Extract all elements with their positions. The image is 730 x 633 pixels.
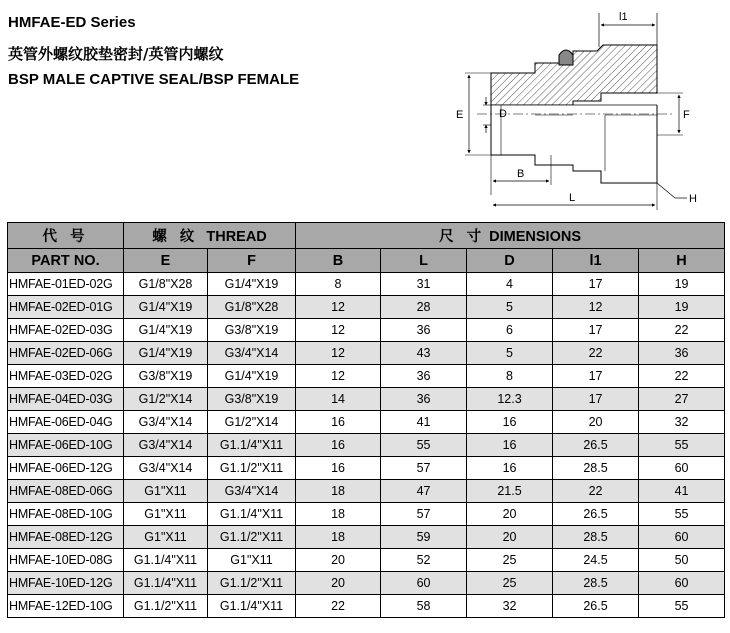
cell-dim-l1: 12 — [553, 296, 639, 319]
cell-thread-e: G3/8"X19 — [124, 365, 208, 388]
cell-part-no: HMFAE-06ED-12G — [8, 457, 124, 480]
cell-dim-b: 16 — [296, 457, 381, 480]
label-l1: l1 — [619, 11, 628, 23]
cell-dim-l: 60 — [381, 572, 467, 595]
cell-dim-d: 16 — [467, 411, 553, 434]
table-body — [8, 273, 725, 618]
cell-dim-l1: 28.5 — [553, 457, 639, 480]
cell-dim-h: 55 — [639, 503, 725, 526]
header-part-no: PART NO. — [8, 249, 124, 273]
cell-part-no: HMFAE-02ED-03G — [8, 319, 124, 342]
cell-dim-h: 32 — [639, 411, 725, 434]
cell-dim-d: 16 — [467, 434, 553, 457]
cell-dim-h: 41 — [639, 480, 725, 503]
cell-dim-d: 25 — [467, 549, 553, 572]
cell-thread-e: G1"X11 — [124, 526, 208, 549]
cell-dim-l: 59 — [381, 526, 467, 549]
cell-dim-b: 22 — [296, 595, 381, 618]
english-product-title: BSP MALE CAPTIVE SEAL/BSP FEMALE — [8, 71, 300, 88]
cell-dim-l1: 26.5 — [553, 434, 639, 457]
cell-part-no: HMFAE-02ED-01G — [8, 296, 124, 319]
cell-dim-h: 55 — [639, 434, 725, 457]
label-l: L — [569, 192, 576, 204]
cell-dim-b: 12 — [296, 296, 381, 319]
cell-dim-h: 60 — [639, 457, 725, 480]
label-d: D — [499, 108, 507, 120]
table-row — [8, 503, 725, 526]
cell-part-no: HMFAE-06ED-10G — [8, 434, 124, 457]
cell-dim-l1: 22 — [553, 342, 639, 365]
cell-dim-b: 12 — [296, 365, 381, 388]
cell-dim-d: 4 — [467, 273, 553, 296]
table-row — [8, 549, 725, 572]
cell-dim-h: 22 — [639, 365, 725, 388]
series-title: HMFAE-ED Series — [8, 14, 136, 31]
cell-dim-b: 18 — [296, 526, 381, 549]
table-row — [8, 595, 725, 618]
cell-part-no: HMFAE-06ED-04G — [8, 411, 124, 434]
cell-dim-h: 55 — [639, 595, 725, 618]
cell-thread-e: G1/8"X28 — [124, 273, 208, 296]
cell-part-no: HMFAE-08ED-10G — [8, 503, 124, 526]
header-col-e: E — [124, 249, 208, 273]
cell-part-no: HMFAE-08ED-12G — [8, 526, 124, 549]
table-row — [8, 526, 725, 549]
label-b: B — [517, 168, 525, 180]
table-row — [8, 273, 725, 296]
cell-thread-f: G1/4"X19 — [208, 365, 296, 388]
cell-thread-f: G1.1/2"X11 — [208, 526, 296, 549]
cell-thread-f: G1/4"X19 — [208, 273, 296, 296]
cell-dim-h: 27 — [639, 388, 725, 411]
cell-part-no: HMFAE-10ED-12G — [8, 572, 124, 595]
cell-dim-d: 5 — [467, 296, 553, 319]
cell-dim-b: 20 — [296, 549, 381, 572]
cell-thread-e: G1/4"X19 — [124, 296, 208, 319]
cell-dim-l1: 24.5 — [553, 549, 639, 572]
header-col-l: L — [381, 249, 467, 273]
table-row — [8, 480, 725, 503]
cell-thread-e: G3/4"X14 — [124, 411, 208, 434]
cell-part-no: HMFAE-12ED-10G — [8, 595, 124, 618]
cell-thread-f: G1.1/4"X11 — [208, 503, 296, 526]
cell-dim-h: 19 — [639, 296, 725, 319]
fitting-technical-drawing — [425, 5, 725, 215]
cell-dim-l: 52 — [381, 549, 467, 572]
header-col-f: F — [208, 249, 296, 273]
cell-dim-l: 41 — [381, 411, 467, 434]
table-row — [8, 434, 725, 457]
cell-part-no: HMFAE-01ED-02G — [8, 273, 124, 296]
cell-dim-h: 50 — [639, 549, 725, 572]
cell-thread-f: G1"X11 — [208, 549, 296, 572]
cell-dim-l1: 20 — [553, 411, 639, 434]
header-col-b: B — [296, 249, 381, 273]
cell-dim-d: 12.3 — [467, 388, 553, 411]
table-row — [8, 388, 725, 411]
cell-part-no: HMFAE-04ED-03G — [8, 388, 124, 411]
cell-part-no: HMFAE-02ED-06G — [8, 342, 124, 365]
header-thread: 螺 纹 THREAD — [124, 223, 296, 249]
table-row — [8, 342, 725, 365]
label-f: F — [683, 109, 690, 121]
cell-thread-f: G3/8"X19 — [208, 388, 296, 411]
cell-dim-l1: 17 — [553, 273, 639, 296]
cell-thread-e: G3/4"X14 — [124, 434, 208, 457]
label-h: H — [689, 193, 697, 205]
cell-dim-l1: 17 — [553, 365, 639, 388]
cell-dim-d: 16 — [467, 457, 553, 480]
cell-dim-l1: 26.5 — [553, 503, 639, 526]
cell-dim-l: 57 — [381, 503, 467, 526]
cell-thread-f: G3/4"X14 — [208, 342, 296, 365]
cell-thread-f: G1.1/4"X11 — [208, 434, 296, 457]
specification-table — [7, 222, 725, 618]
cell-thread-f: G1.1/2"X11 — [208, 457, 296, 480]
cell-dim-b: 14 — [296, 388, 381, 411]
cell-dim-d: 5 — [467, 342, 553, 365]
cell-dim-b: 16 — [296, 411, 381, 434]
cell-thread-f: G1/2"X14 — [208, 411, 296, 434]
cell-dim-d: 25 — [467, 572, 553, 595]
cell-dim-b: 8 — [296, 273, 381, 296]
cell-part-no: HMFAE-08ED-06G — [8, 480, 124, 503]
table-row — [8, 319, 725, 342]
cell-dim-l: 31 — [381, 273, 467, 296]
header-dimensions: 尺 寸 DIMENSIONS — [296, 223, 725, 249]
cell-dim-d: 20 — [467, 503, 553, 526]
header-col-h: H — [639, 249, 725, 273]
cell-dim-h: 60 — [639, 526, 725, 549]
cell-thread-f: G1/8"X28 — [208, 296, 296, 319]
cell-dim-l1: 28.5 — [553, 526, 639, 549]
cell-dim-l1: 17 — [553, 319, 639, 342]
header-col-l1: l1 — [553, 249, 639, 273]
cell-dim-l: 36 — [381, 365, 467, 388]
cell-dim-h: 19 — [639, 273, 725, 296]
cell-dim-l: 36 — [381, 319, 467, 342]
label-e: E — [456, 109, 464, 121]
table-row — [8, 457, 725, 480]
cell-thread-e: G1/4"X19 — [124, 319, 208, 342]
cell-thread-e: G1.1/4"X11 — [124, 549, 208, 572]
cell-dim-l: 55 — [381, 434, 467, 457]
cell-thread-e: G3/4"X14 — [124, 457, 208, 480]
cell-dim-l1: 17 — [553, 388, 639, 411]
header-col-d: D — [467, 249, 553, 273]
cell-thread-f: G1.1/4"X11 — [208, 595, 296, 618]
cell-thread-e: G1/2"X14 — [124, 388, 208, 411]
cell-dim-d: 32 — [467, 595, 553, 618]
table-row — [8, 572, 725, 595]
table-row — [8, 365, 725, 388]
cell-thread-e: G1.1/2"X11 — [124, 595, 208, 618]
cell-dim-b: 12 — [296, 342, 381, 365]
cell-dim-l: 47 — [381, 480, 467, 503]
chinese-product-title: 英管外螺纹胶垫密封/英管内螺纹 — [8, 45, 224, 63]
header-part-cn: 代 号 — [8, 223, 124, 249]
cell-thread-e: G1/4"X19 — [124, 342, 208, 365]
cell-dim-d: 21.5 — [467, 480, 553, 503]
table-row — [8, 411, 725, 434]
cell-thread-e: G1"X11 — [124, 503, 208, 526]
cell-dim-h: 60 — [639, 572, 725, 595]
cell-dim-l: 58 — [381, 595, 467, 618]
cell-thread-e: G1.1/4"X11 — [124, 572, 208, 595]
cell-dim-l: 57 — [381, 457, 467, 480]
cell-dim-l: 28 — [381, 296, 467, 319]
cell-dim-l1: 26.5 — [553, 595, 639, 618]
cell-dim-d: 8 — [467, 365, 553, 388]
cell-part-no: HMFAE-03ED-02G — [8, 365, 124, 388]
cell-dim-b: 18 — [296, 480, 381, 503]
cell-thread-e: G1"X11 — [124, 480, 208, 503]
table-header-row-1 — [8, 223, 725, 249]
cell-dim-d: 6 — [467, 319, 553, 342]
cell-dim-l: 43 — [381, 342, 467, 365]
cell-dim-b: 18 — [296, 503, 381, 526]
cell-dim-h: 36 — [639, 342, 725, 365]
cell-dim-b: 16 — [296, 434, 381, 457]
cell-thread-f: G3/4"X14 — [208, 480, 296, 503]
cell-part-no: HMFAE-10ED-08G — [8, 549, 124, 572]
table-row — [8, 296, 725, 319]
cell-thread-f: G1.1/2"X11 — [208, 572, 296, 595]
cell-dim-l1: 28.5 — [553, 572, 639, 595]
cell-dim-l1: 22 — [553, 480, 639, 503]
cell-dim-b: 20 — [296, 572, 381, 595]
cell-dim-b: 12 — [296, 319, 381, 342]
cell-dim-h: 22 — [639, 319, 725, 342]
cell-dim-l: 36 — [381, 388, 467, 411]
cell-thread-f: G3/8"X19 — [208, 319, 296, 342]
cell-dim-d: 20 — [467, 526, 553, 549]
table-header-row-2 — [8, 249, 725, 273]
